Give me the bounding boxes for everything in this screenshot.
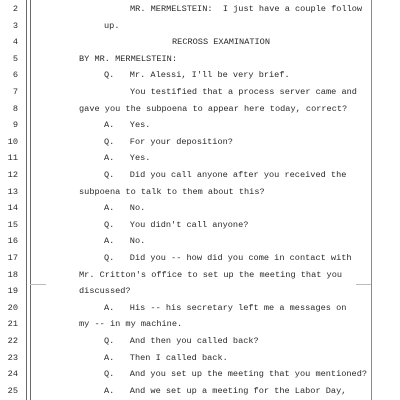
line-text: Q. Did you call anyone after you received the (104, 170, 347, 180)
transcript-line (0, 233, 371, 250)
transcript-line (0, 316, 371, 333)
line-text: A. And we set up a meeting for the Labor Day, (104, 385, 347, 396)
line-number: 14 (7, 203, 18, 214)
transcript-line (0, 150, 371, 167)
line-text: my -- in my machine. (79, 319, 183, 330)
line-number: 20 (7, 302, 18, 313)
line-text: A. No. (104, 203, 146, 214)
line-text: A. His -- his secretary left me a messages on (104, 302, 347, 313)
transcript-line (0, 383, 371, 400)
transcript-line (0, 366, 371, 383)
line-number: 12 (7, 170, 18, 180)
line-number: 11 (7, 153, 18, 164)
line-number: 17 (7, 253, 18, 263)
line-text: Mr. Critton's office to set up the meeting that you (79, 269, 343, 280)
line-text: Q. You didn't call anyone? (104, 219, 249, 230)
line-text: RECROSS EXAMINATION (172, 37, 270, 48)
line-text: gave you the subpoena to appear here today, correct? (79, 103, 348, 114)
line-number: 15 (7, 219, 18, 230)
transcript-line (0, 217, 371, 234)
transcript-line (0, 350, 371, 367)
line-number: 22 (7, 336, 18, 346)
transcript-line (0, 134, 371, 151)
transcript-line (0, 51, 371, 68)
line-text: You testified that a process server came and (130, 87, 357, 97)
transcript-line (0, 101, 371, 118)
line-text: Q. Mr. Alessi, I'll be very brief. (104, 70, 290, 81)
line-text: A. Yes. (104, 153, 151, 164)
transcript-line (0, 267, 371, 284)
transcript-line (0, 283, 371, 300)
line-text: A. No. (104, 236, 146, 247)
transcript-line (0, 184, 371, 201)
transcript-line (0, 200, 371, 217)
transcript-line (0, 34, 371, 51)
line-number: 9 (12, 120, 18, 131)
transcript-line (0, 167, 371, 184)
line-number: 5 (12, 53, 18, 64)
line-text: A. Then I called back. (104, 352, 228, 363)
line-number: 23 (7, 352, 18, 363)
line-text: Q. And then you called back? (104, 336, 259, 346)
line-text: Q. And you set up the meeting that you mentioned? (104, 369, 368, 380)
transcript-line (0, 67, 371, 84)
line-text: discussed? (79, 286, 131, 297)
line-number: 4 (12, 37, 18, 48)
line-number: 18 (7, 269, 18, 280)
transcript-line (0, 1, 371, 18)
line-number: 24 (7, 369, 18, 380)
line-number: 2 (12, 4, 18, 14)
line-number: 6 (12, 70, 18, 81)
transcript-line (0, 333, 371, 350)
line-text: A. Yes. (104, 120, 151, 131)
line-text: up. (104, 20, 120, 31)
transcript-line (0, 18, 371, 35)
line-number: 13 (7, 186, 18, 197)
line-number: 3 (12, 20, 18, 31)
line-number: 10 (7, 136, 18, 147)
line-text: MR. MERMELSTEIN: I just have a couple follow (130, 4, 363, 14)
line-text: subpoena to talk to them about this? (79, 186, 265, 197)
line-text: BY MR. MERMELSTEIN: (79, 53, 177, 64)
line-text: Q. For your deposition? (104, 136, 233, 147)
line-number: 21 (7, 319, 18, 330)
line-number: 25 (7, 385, 18, 396)
transcript-line (0, 250, 371, 267)
line-number: 16 (7, 236, 18, 247)
transcript-line (0, 117, 371, 134)
line-number: 19 (7, 286, 18, 297)
line-number: 7 (12, 87, 18, 97)
line-text: Q. Did you -- how did you come in contact with (104, 253, 352, 263)
transcript-line (0, 84, 371, 101)
line-number: 8 (12, 103, 18, 114)
transcript-line (0, 300, 371, 317)
